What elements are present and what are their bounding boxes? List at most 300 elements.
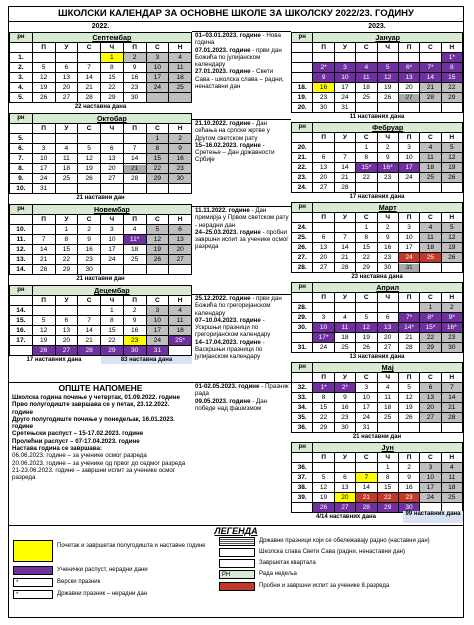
year-total-days: 99 наставних дана xyxy=(403,511,463,523)
legend-label: Школска слава Свети Сава (радни, ненаставни дан) xyxy=(259,549,405,555)
day-cell: 12 xyxy=(146,235,169,245)
day-cell: 10 xyxy=(32,154,55,164)
day-cell xyxy=(377,103,398,113)
day-header: С xyxy=(78,296,101,306)
teaching-days-count: 23 наставна дана xyxy=(351,274,403,280)
day-cell: 3 xyxy=(398,143,419,153)
month-name: Октобар xyxy=(32,114,191,124)
day-cell: 22 xyxy=(441,83,462,93)
week-number: 30. xyxy=(292,323,313,333)
day-cell: 12 xyxy=(313,483,334,493)
day-cell: 17 xyxy=(398,243,419,253)
day-cell xyxy=(313,53,334,63)
day-cell xyxy=(313,463,334,473)
day-cell: 7 xyxy=(32,235,55,245)
day-cell: 22 xyxy=(101,83,124,93)
day-cell: 15 xyxy=(441,73,462,83)
day-cell: 18 xyxy=(420,243,441,253)
day-cell xyxy=(334,143,355,153)
week-number: 7. xyxy=(10,154,33,164)
week-number: 28. xyxy=(292,263,313,273)
day-cell: 24 xyxy=(356,413,377,423)
day-cell: 30 xyxy=(441,343,462,353)
week-number: 25. xyxy=(292,233,313,243)
day-cell: 27 xyxy=(313,183,334,193)
week-number: 17. xyxy=(10,336,33,346)
day-cell: 16 xyxy=(78,245,101,255)
day-cell: 4 xyxy=(420,223,441,233)
week-number: 16. xyxy=(10,326,33,336)
day-header: Ч xyxy=(101,215,124,225)
day-cell: 7 xyxy=(334,233,355,243)
day-cell: 17 xyxy=(398,163,419,173)
day-cell: 11 xyxy=(169,63,192,73)
day-cell xyxy=(169,184,192,194)
day-cell: 26 xyxy=(313,503,334,513)
day-header: П xyxy=(398,453,419,463)
day-cell: 5 xyxy=(377,63,398,73)
day-cell: 31 xyxy=(398,263,419,273)
day-cell: 31 xyxy=(146,346,169,356)
day-cell: 19 xyxy=(377,83,398,93)
day-cell: 3 xyxy=(356,383,377,393)
day-cell xyxy=(55,184,78,194)
day-cell: 23 xyxy=(334,413,355,423)
week-number xyxy=(292,333,313,343)
day-cell xyxy=(441,103,462,113)
week-number: 28. xyxy=(292,303,313,313)
day-cell: 1* xyxy=(441,53,462,63)
day-cell: 7 xyxy=(441,383,462,393)
day-cell: 8 xyxy=(377,473,398,483)
day-cell: 3 xyxy=(146,53,169,63)
day-cell: 9 xyxy=(169,144,192,154)
week-number: 19. xyxy=(292,93,313,103)
day-cell: 26 xyxy=(398,413,419,423)
day-cell xyxy=(398,423,419,433)
day-header: П xyxy=(313,43,334,53)
day-header: Ч xyxy=(377,373,398,383)
day-cell: 4 xyxy=(169,306,192,316)
day-cell: 1 xyxy=(420,303,441,313)
week-number xyxy=(292,53,313,63)
day-cell xyxy=(123,265,146,275)
day-cell: 16 xyxy=(334,403,355,413)
day-cell: 31 xyxy=(356,423,377,433)
day-cell: 20 xyxy=(101,164,124,174)
month-table-4 xyxy=(291,362,463,433)
day-cell: 20 xyxy=(334,493,355,503)
week-number-header: рн xyxy=(292,363,313,373)
day-cell: 25 xyxy=(55,174,78,184)
day-cell: 16 xyxy=(377,243,398,253)
day-cell: 7 xyxy=(356,473,377,483)
day-cell: 3 xyxy=(334,63,355,73)
week-number-header: рн xyxy=(292,203,313,213)
day-header: С xyxy=(420,43,441,53)
day-cell: 20 xyxy=(398,83,419,93)
day-cell: 6 xyxy=(334,473,355,483)
day-cell: 29 xyxy=(441,93,462,103)
day-cell: 26 xyxy=(78,174,101,184)
day-header: П xyxy=(123,215,146,225)
day-cell: 25 xyxy=(420,253,441,263)
day-cell: 17 xyxy=(146,326,169,336)
day-cell: 15 xyxy=(313,403,334,413)
day-cell: 7 xyxy=(123,144,146,154)
day-cell: 19 xyxy=(32,336,55,346)
day-cell: 14 xyxy=(78,326,101,336)
day-cell: 19 xyxy=(78,164,101,174)
day-header: С xyxy=(356,453,377,463)
day-cell xyxy=(313,223,334,233)
day-header: У xyxy=(334,133,355,143)
teaching-days-count: 17 наставних дана xyxy=(26,357,82,363)
holiday-note: 24–25.03.2023. године - пробни завршни испит за ученике осмог разреда xyxy=(195,228,289,251)
day-cell: 16* xyxy=(377,163,398,173)
holiday-notes-1 xyxy=(195,120,289,164)
week-number: 14. xyxy=(10,306,33,316)
day-cell: 2 xyxy=(377,223,398,233)
day-cell: 12 xyxy=(32,326,55,336)
empty-cell xyxy=(292,133,313,143)
day-header: Н xyxy=(169,296,192,306)
day-cell: 19 xyxy=(441,163,462,173)
day-cell: 16* xyxy=(441,323,462,333)
day-cell: 30 xyxy=(169,174,192,184)
day-cell: 5 xyxy=(78,144,101,154)
day-cell: 2 xyxy=(123,53,146,63)
month-name: Децембар xyxy=(32,286,191,296)
day-cell: 4 xyxy=(420,143,441,153)
general-note-line: Сретењски распуст – 15-17.02.2023. године xyxy=(12,430,144,438)
day-header: С xyxy=(78,43,101,53)
day-header: Ч xyxy=(377,133,398,143)
day-cell: 18 xyxy=(55,164,78,174)
day-cell: 1 xyxy=(356,143,377,153)
day-cell: 21 xyxy=(420,83,441,93)
day-header: Ч xyxy=(101,296,124,306)
holiday-note: 14–17.04.2023. године - Васкршњи празници по јулијанском календару xyxy=(195,338,265,361)
day-cell: 30 xyxy=(398,503,419,513)
day-cell xyxy=(78,134,101,144)
general-note-line: 20.06.2023. године – за ученике од првог до седмог разреда xyxy=(12,459,186,467)
holiday-note: 07–10.04.2023. године - Ускршњи празници по грегоријанском календару xyxy=(195,316,271,339)
day-cell: 21 xyxy=(398,333,419,343)
empty-cell xyxy=(10,215,33,225)
month-name: Септембар xyxy=(32,33,191,43)
day-cell: 4 xyxy=(334,313,355,323)
holiday-notes-2 xyxy=(195,207,289,251)
day-cell: 18 xyxy=(356,83,377,93)
day-header: П xyxy=(313,373,334,383)
day-cell: 5 xyxy=(356,313,377,323)
day-header: П xyxy=(398,213,419,223)
legend-swatch xyxy=(219,537,255,546)
week-number-header: рн xyxy=(292,283,313,293)
day-cell: 6 xyxy=(55,63,78,73)
day-cell: 22 xyxy=(356,173,377,183)
month-table-0 xyxy=(9,32,192,103)
day-cell: 9 xyxy=(123,63,146,73)
legend xyxy=(9,525,463,618)
day-header: С xyxy=(420,453,441,463)
empty-cell xyxy=(10,296,33,306)
day-cell: 25 xyxy=(420,173,441,183)
week-number: 35. xyxy=(292,413,313,423)
week-number: 4. xyxy=(10,83,33,93)
day-cell: 19 xyxy=(398,403,419,413)
day-cell: 5 xyxy=(313,473,334,483)
day-cell: 6 xyxy=(313,153,334,163)
day-cell: 27 xyxy=(398,93,419,103)
week-number: 39. xyxy=(292,493,313,503)
day-cell: 18 xyxy=(334,333,355,343)
day-cell: 23 xyxy=(123,83,146,93)
day-cell: 11 xyxy=(169,316,192,326)
empty-cell xyxy=(292,293,313,303)
day-cell: 6* xyxy=(398,63,419,73)
day-cell: 26 xyxy=(441,173,462,183)
day-cell: 17 xyxy=(334,83,355,93)
week-number: 22. xyxy=(292,163,313,173)
day-cell: 15* xyxy=(356,163,377,173)
day-header: Ч xyxy=(101,43,124,53)
day-cell: 28 xyxy=(123,174,146,184)
week-number: 32. xyxy=(292,383,313,393)
day-header: Ч xyxy=(377,453,398,463)
day-cell: 12 xyxy=(398,393,419,403)
day-cell: 18 xyxy=(377,403,398,413)
day-cell: 29 xyxy=(101,346,124,356)
day-cell: 23 xyxy=(78,255,101,265)
day-cell xyxy=(398,303,419,313)
day-cell: 6 xyxy=(169,225,192,235)
week-number xyxy=(292,503,313,513)
legend-swatch xyxy=(219,559,255,568)
teaching-days-count: 21 наставни дан xyxy=(76,276,125,282)
day-cell xyxy=(169,346,192,356)
day-cell: 22 xyxy=(420,333,441,343)
day-cell: 21 xyxy=(123,164,146,174)
day-cell: 9 xyxy=(334,393,355,403)
month-name: Јун xyxy=(313,443,463,453)
day-cell xyxy=(169,265,192,275)
day-cell: 22 xyxy=(313,413,334,423)
teaching-days-count: 21 наставни дан xyxy=(352,434,402,440)
day-cell: 17 xyxy=(101,245,124,255)
day-cell: 24 xyxy=(32,174,55,184)
week-number: 8. xyxy=(10,164,33,174)
day-header: С xyxy=(420,133,441,143)
day-cell: 18 xyxy=(123,245,146,255)
day-cell: 22 xyxy=(146,164,169,174)
week-number: 34. xyxy=(292,403,313,413)
day-cell: 9 xyxy=(398,473,419,483)
day-cell: 12 xyxy=(32,73,55,83)
day-cell: 19 xyxy=(356,333,377,343)
week-number: 24. xyxy=(292,183,313,193)
day-cell: 29 xyxy=(55,265,78,275)
day-header: Н xyxy=(441,293,462,303)
day-cell: 15 xyxy=(101,73,124,83)
divider xyxy=(192,119,291,120)
day-header: Ч xyxy=(377,213,398,223)
week-number: 15. xyxy=(10,316,33,326)
day-cell: 17 xyxy=(420,483,441,493)
day-cell xyxy=(356,103,377,113)
divider xyxy=(192,294,291,295)
day-cell: 11 xyxy=(334,323,355,333)
day-cell: 13 xyxy=(313,163,334,173)
day-cell xyxy=(441,423,462,433)
day-cell xyxy=(32,306,55,316)
day-cell: 14* xyxy=(398,323,419,333)
day-header: П xyxy=(32,215,55,225)
day-cell: 22 xyxy=(377,493,398,503)
day-cell xyxy=(398,183,419,193)
day-cell: 8 xyxy=(313,393,334,403)
month-table-5 xyxy=(291,442,463,513)
legend-label: Ученички распуст, нерадни дани xyxy=(57,567,148,573)
day-cell xyxy=(377,423,398,433)
day-cell: 2* xyxy=(334,383,355,393)
legend-label: Пробни и завршни испит за ученике 8.разреда xyxy=(259,583,390,589)
day-cell xyxy=(101,184,124,194)
week-number: 10. xyxy=(10,225,33,235)
day-cell: 30 xyxy=(377,263,398,273)
day-cell: 26 xyxy=(32,346,55,356)
day-header: У xyxy=(55,124,78,134)
day-cell: 7 xyxy=(78,63,101,73)
day-cell: 20 xyxy=(55,336,78,346)
day-header: С xyxy=(356,213,377,223)
day-cell xyxy=(78,53,101,63)
day-cell: 2 xyxy=(123,306,146,316)
day-cell: 18 xyxy=(169,326,192,336)
day-cell: 18 xyxy=(420,163,441,173)
week-number: 31. xyxy=(292,343,313,353)
day-cell: 5 xyxy=(32,316,55,326)
month-name: Март xyxy=(313,203,463,213)
day-cell: 25 xyxy=(441,493,462,503)
day-cell: 9 xyxy=(123,316,146,326)
day-cell: 30 xyxy=(78,265,101,275)
day-cell: 14 xyxy=(441,393,462,403)
holiday-note: 25.12.2022. године - први дан Божића по грегоријанском календару xyxy=(195,295,282,317)
day-header: С xyxy=(146,43,169,53)
day-cell: 9 xyxy=(313,73,334,83)
day-cell: 29 xyxy=(356,263,377,273)
day-cell: 21 xyxy=(334,173,355,183)
day-cell: 10 xyxy=(146,316,169,326)
week-number: 20. xyxy=(292,143,313,153)
day-cell: 27 xyxy=(101,174,124,184)
empty-cell xyxy=(10,124,33,134)
day-cell xyxy=(420,53,441,63)
month-table-3 xyxy=(291,282,463,353)
day-cell: 16 xyxy=(313,83,334,93)
day-header: Н xyxy=(169,43,192,53)
day-cell: 11 xyxy=(377,393,398,403)
day-cell: 15 xyxy=(377,483,398,493)
legend-swatch xyxy=(219,582,255,591)
week-number: 27. xyxy=(292,253,313,263)
day-cell: 14 xyxy=(78,73,101,83)
day-header: У xyxy=(334,373,355,383)
day-cell: 17 xyxy=(146,73,169,83)
day-header: У xyxy=(334,43,355,53)
day-cell: 10 xyxy=(101,235,124,245)
day-cell xyxy=(334,303,355,313)
day-header: Ч xyxy=(377,43,398,53)
teaching-days-count: 17 наставних дана xyxy=(349,194,405,200)
day-header: П xyxy=(32,296,55,306)
day-cell: 13 xyxy=(334,483,355,493)
day-cell: 22 xyxy=(55,255,78,265)
day-cell: 24 xyxy=(146,336,169,346)
day-cell: 3 xyxy=(398,223,419,233)
legend-swatch xyxy=(219,548,255,557)
day-cell: 5 xyxy=(32,63,55,73)
day-cell: 20 xyxy=(313,253,334,263)
day-header: П xyxy=(313,293,334,303)
day-cell: 26 xyxy=(441,253,462,263)
day-cell: 23 xyxy=(441,333,462,343)
day-cell: 20 xyxy=(313,173,334,183)
day-cell: 15* xyxy=(420,323,441,333)
week-number: 5. xyxy=(10,134,33,144)
school-calendar xyxy=(8,6,464,618)
day-cell: 15 xyxy=(356,243,377,253)
day-cell: 27 xyxy=(313,263,334,273)
day-cell: 11 xyxy=(356,73,377,83)
day-cell: 24 xyxy=(420,493,441,503)
day-cell: 29 xyxy=(101,93,124,103)
day-cell: 7 xyxy=(334,153,355,163)
day-cell: 11 xyxy=(420,233,441,243)
day-cell: 3 xyxy=(313,313,334,323)
day-cell: 22 xyxy=(356,253,377,263)
day-cell xyxy=(420,103,441,113)
day-cell: 24 xyxy=(398,253,419,263)
day-cell: 28 xyxy=(78,93,101,103)
day-cell: 30 xyxy=(334,423,355,433)
day-cell: 14 xyxy=(32,245,55,255)
day-cell: 16 xyxy=(123,73,146,83)
day-header: П xyxy=(32,124,55,134)
day-cell: 13 xyxy=(398,73,419,83)
day-cell xyxy=(123,184,146,194)
day-cell: 10 xyxy=(334,73,355,83)
day-cell: 6 xyxy=(101,144,124,154)
day-cell: 12 xyxy=(377,73,398,83)
legend-label: Почетак и завршетак полугодишта и наставне године xyxy=(57,543,206,549)
day-cell: 8 xyxy=(55,235,78,245)
day-header: С xyxy=(356,293,377,303)
day-cell: 19 xyxy=(32,83,55,93)
day-cell xyxy=(101,265,124,275)
week-number: 38. xyxy=(292,483,313,493)
holiday-note: 21.10.2022. године - Дан сећања на српске жртве у Другом светском рату xyxy=(195,120,270,142)
month-name: Мај xyxy=(313,363,463,373)
day-cell xyxy=(420,423,441,433)
day-cell xyxy=(356,303,377,313)
teaching-days-count: 22 наставна дана xyxy=(74,104,127,110)
teaching-days-count: 11 наставних дана xyxy=(349,114,405,120)
day-cell: 10 xyxy=(398,233,419,243)
day-cell: 7* xyxy=(398,313,419,323)
